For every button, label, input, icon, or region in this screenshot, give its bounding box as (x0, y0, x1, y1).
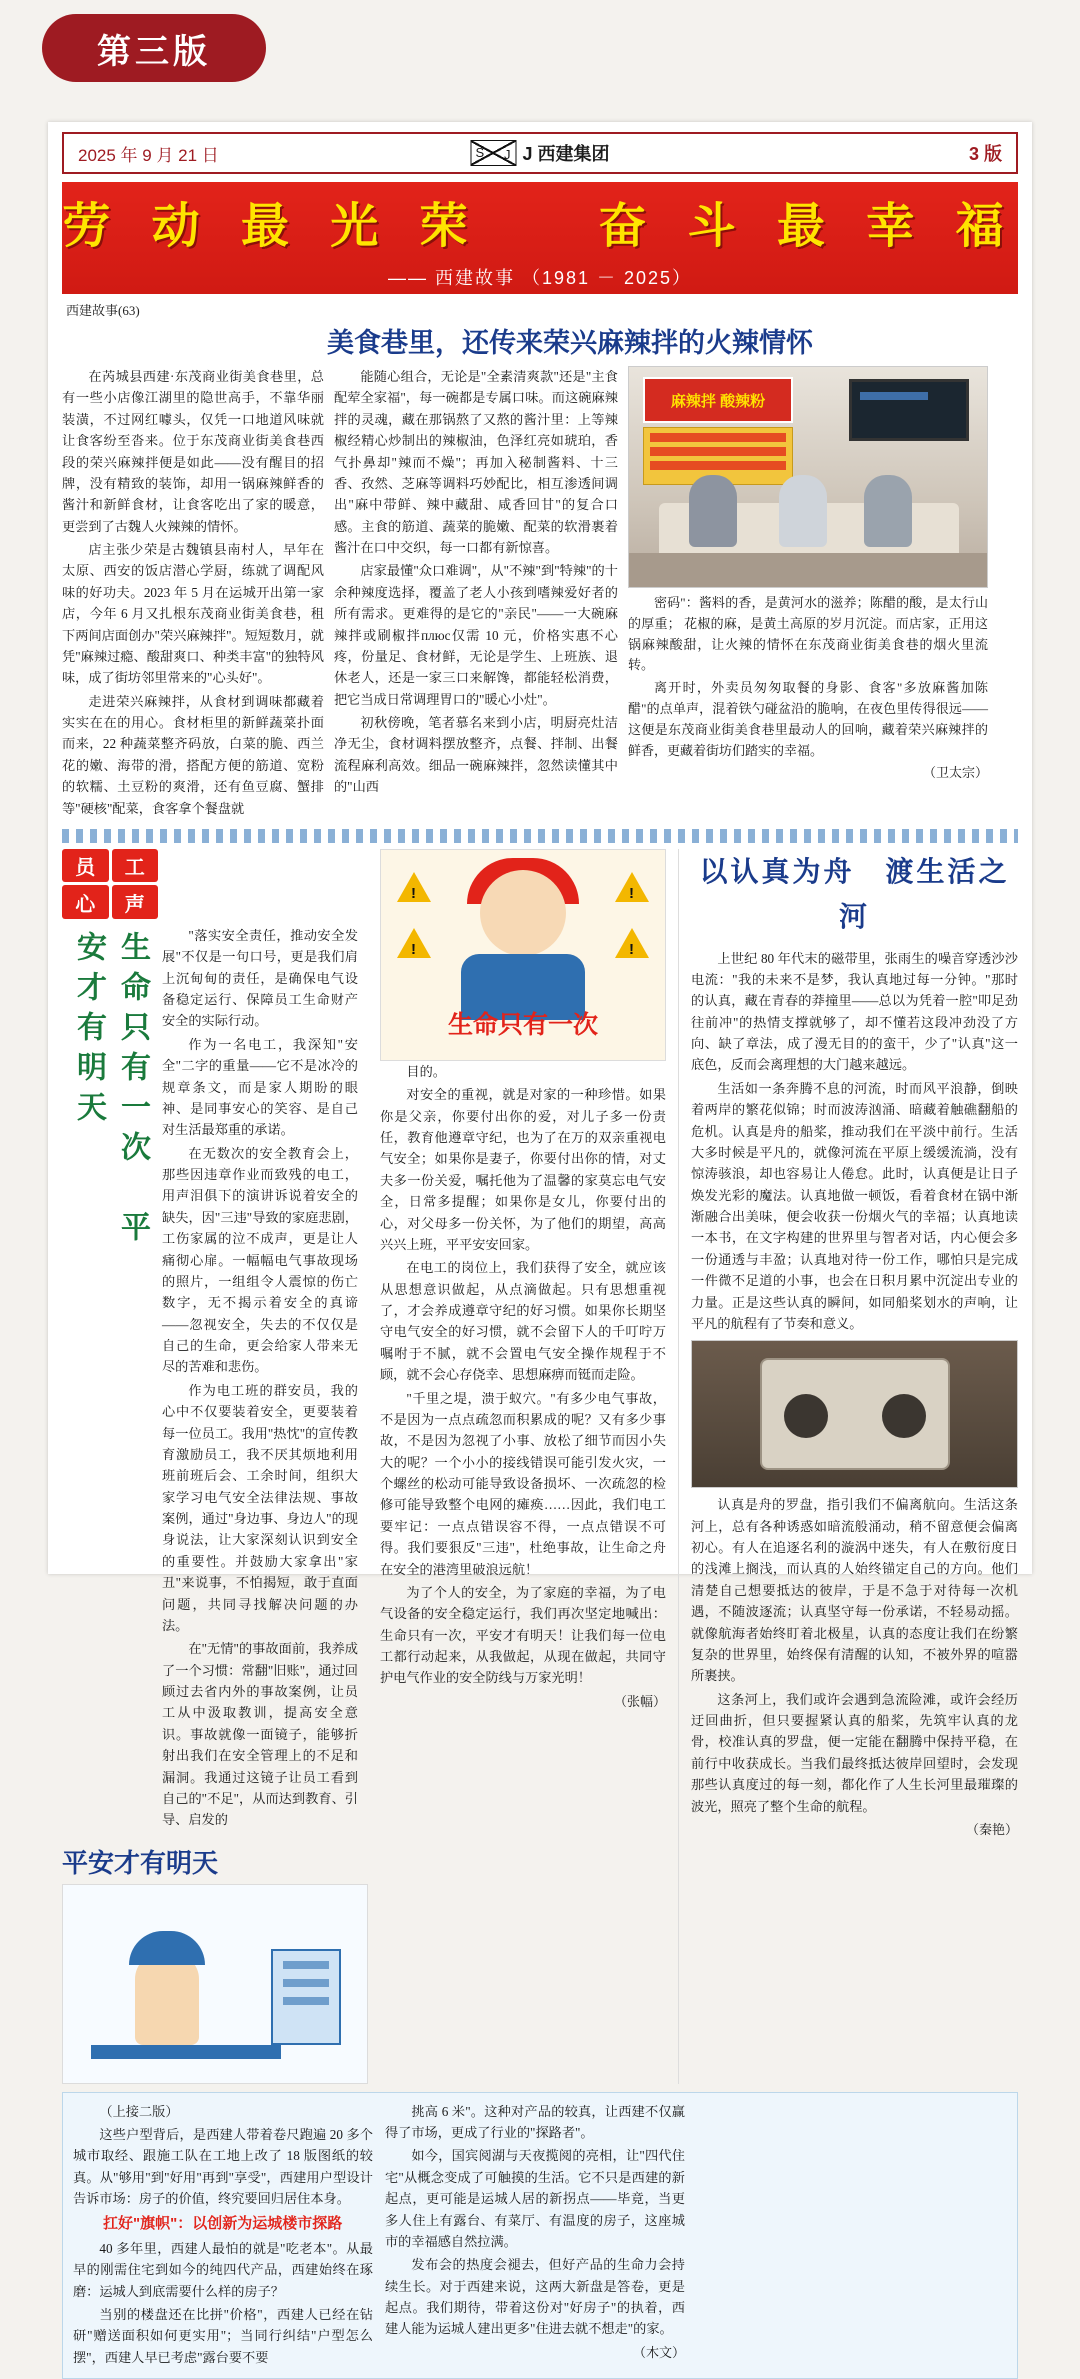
banner-subtitle: —— 西建故事 （1981 － 2025） (387, 267, 693, 288)
article-signature: （张幅） (613, 1693, 666, 1709)
tv-screen (849, 379, 969, 441)
paragraph: "落实安全责任，推动安全发展"不仅是一句口号，更是我们肩上沉甸甸的责任，是确保电气设备稳定运行、保障员工生命财产安全的实际行动。 (162, 927, 358, 1029)
warning-triangle-icon (615, 928, 649, 958)
continued-column-2 (385, 2101, 685, 2370)
poster-slogan: 生命只有一次 (447, 1011, 598, 1040)
article-signature: （卫太宗） (922, 765, 988, 781)
safety-poster (380, 849, 666, 1061)
paragraph: 在芮城县西建·东茂商业街美食巷里，总有一些小店像江湖里的隐世高手，不靠华丽装潢，不过网红噱头，仅凭一口地道风味就让食客纷至沓来。位于东茂商业街美食巷西段的荣兴麻辣拌便是如此——没有醒目的招牌，没有精致的装饰，却用一锅麻辣鲜香的酱汁和新鲜食材，让食客吃出了家的暖意，更尝到了古魏人火辣辣的情怀。 (62, 369, 324, 534)
desk-shape (91, 2045, 281, 2059)
article-food-street (62, 300, 1018, 821)
diner-figure (864, 475, 912, 547)
signboard-label: 麻辣拌 酸辣粉 (643, 377, 793, 423)
article-column-1 (62, 366, 324, 821)
paragraph: 对安全的重视，就是对家的一种珍惜。如果你是父亲，你要付出你的爱，对儿子多一份责任，教育他遵章守纪，也为了在万的双亲重视电气安全；如果你是妻子，你要付出你的情，对丈夫多一份关爱，嘱托他为了温馨的家莫忘电气安全，日常多提醒；如果你是女儿，你要付出的心，对父母多一份关怀，为了他们的期望，高高兴兴上班，平平安安回家。 (380, 1087, 666, 1252)
article-continued-from-page-2 (62, 2092, 1018, 2379)
paragraph: 认真是舟的罗盘，指引我们不偏离航向。生活这条河上，总有各种诱惑如暗流般涌动，稍不留意便会偏离初心。有人在追逐名利的漩涡中迷失，有人在敷衍度日的浅滩上搁浅，而认真的人始终锚定自己的方向。他们清楚自己想要抵达的彼岸，于是不急于对待每一次机遇，不随波逐流；认真坚守每一份承诺，不轻易动摇。就像航海者始终盯着北极星，认真的态度让我们在纷繁复杂的世界里，始终保有清醒的认知，不被外界的喧嚣所裹挟。 (691, 1497, 1018, 1684)
diner-figure (689, 475, 737, 547)
sub-headline: 扛好"旗帜"：以创新为运城楼市探路 (103, 2214, 343, 2232)
paragraph: 为了个人的安全，为了家庭的幸福，为了电气设备的安全稳定运行，我们再次坚定地喊出：生命只有一次，平安才有明天！让我们每一位电工都行动起来，从我做起，从现在做起，共同守护电气作业的安全防线与万家光明！ (380, 1584, 666, 1686)
article-headline: 以认真为舟 渡生活之河 (699, 855, 1010, 933)
worker-figure (135, 1953, 199, 2045)
paragraph: "千里之堤，溃于蚁穴。"有多少电气事故，不是因为一点点疏忽而积累成的呢？又有多少事故，不是因为忽视了小事、放松了细节而因小失大的呢？一个小小的接线错误可能引发火灾，一个螺丝的松动可能导致设备损坏、一次疏忽的检修可能导致整个电网的瘫痪……因此，我们电工要牢记：一点点错误容不得，一点点错误不可得。我们要狠反"三违"，杜绝事故，让生命之舟在安全的港湾里破浪远航！ (380, 1390, 666, 1577)
article-column-2 (334, 366, 618, 821)
continued-marker: （上接二版） (99, 2103, 179, 2119)
article-signature: （秦艳） (965, 1821, 1018, 1837)
article-photo-column (628, 366, 988, 821)
paragraph: 能随心组合，无论是"全素清爽款"还是"主食配荤全家福"，每一碗都是专属口味。而这碗麻辣拌的灵魂，藏在那锅熬了又熬的酱汁里：上等辣椒经精心炒制出的辣椒油，色泽红亮如琥珀，香气扑鼻却"辣而不燥"；再加入秘制酱料、十三香、孜然、芝麻等调料巧妙配比，相互渗透间调出"麻中带鲜、辣中藏甜、咸香回甘"的复合口感。主食的筋道、蔬菜的脆嫩、配菜的软滑裹着酱汁在口中交织，每一口都有新惊喜。 (334, 369, 618, 555)
paragraph: 走进荣兴麻辣拌，从食材到调味都藏着实实在在的用心。食材柜里的新鲜蔬菜扑面而来，22 种蔬菜整齐码放，白菜的脆、西兰花的嫩、海带的滑，搭配方便的筋道、宽粉的软糯、土豆粉的爽滑，还有鱼豆腐、蟹排等"硬核"配菜，食客拿个餐盘就 (62, 693, 324, 816)
caption-text: 密码"：酱料的香，是黄河水的滋养；陈醋的酸，是太行山的厚重； 花椒的麻，是黄土高原的岁月沉淀。而店家，正用这锅麻辣酸甜，让火辣的情怀在东茂商业街美食巷的烟火里流转。 (628, 595, 988, 673)
control-panel-shape (271, 1949, 341, 2045)
masthead (62, 132, 1018, 174)
safety-illustration (62, 1884, 368, 2084)
paragraph: 当别的楼盘还在比拼"价格"，西建人已经在钻研"赠送面积如何更实用"；当同行纠结"户型怎么摆"，西建人早已考虑"露台要不要 (73, 2306, 373, 2365)
article-employee-voice (62, 849, 368, 2084)
cassette-photo (691, 1340, 1018, 1488)
helmet-icon (129, 1931, 205, 1965)
continued-column-1 (73, 2101, 373, 2370)
floor (629, 553, 987, 587)
section-divider (62, 829, 1018, 843)
paragraph: 40 多年里，西建人最怕的就是"吃老本"。从最早的刚需住宅到如今的纯四代产品，西建始终在琢磨：运城人到底需要什么样的房子？ (73, 2240, 373, 2299)
article-serious-life (678, 849, 1018, 2084)
paragraph: 店家最懂"众口难调"，从"不辣"到"特辣"的十余种辣度选择，覆盖了老人小孩到嗜辣爱好者的所有需求。更难得的是它的"亲民"——一大碗麻辣拌或刷椒拌плюс仅需 10 元，价格实惠不心疼，份量足、食材鲜，无论是学生、上班族、退休老人，还是一家三口来解馋，都能轻松消费，把它当成日常调理胃口的"暖心小灶"。 (334, 563, 618, 707)
worker-head (480, 870, 566, 956)
paragraph: 初秋傍晚，笔者慕名来到小店，明厨亮灶洁净无尘，食材调料摆放整齐，点餐、拌制、出餐流程麻利高效。细品一碗麻辣拌，忽然读懂其中的"山西 (334, 715, 618, 795)
paragraph: 在"无情"的事故面前，我养成了一个习惯：常翻"旧账"，通过回顾过去省内外的事故案例，让员工从中汲取教训，提高安全意识。事故就像一面镜子，能够折射出我们在安全管理上的不足和漏洞。我通过这镜子让员工看到自己的"不足"，从而达到教育、引导、启发的 (162, 1641, 358, 1828)
page-badge: 第三版 (42, 14, 266, 82)
banner (62, 182, 1018, 294)
masthead-page-number: 3 版 (968, 144, 1002, 164)
paragraph: 作为一名电工，我深知"安全"二字的重量——它不是冰冷的规章条文，而是家人期盼的眼神、是同事安心的笑容、是自己对生活最郑重的承诺。 (162, 1036, 358, 1138)
paragraph: 这些户型背后，是西建人带着卷尺跑遍 20 多个城市取经、跟施工队在工地上改了 18 版图纸的较真。从"够用"到"好用"再到"享受"，西建用户型设计告诉市场：房子的价值，终究要回归居住本身。 (73, 2127, 373, 2207)
badge-char: 员 (62, 849, 109, 883)
article-kicker: 西建故事(63) (66, 303, 140, 318)
sj-logo-icon (470, 140, 516, 166)
article-signature: （木文） (632, 2344, 685, 2360)
paragraph: 这条河上，我们或许会遇到急流险滩，或许会经历迂回曲折，但只要握紧认真的船桨，先筑牢认真的龙骨，校准认真的罗盘，便一定能在翻腾中保持平稳，在前行中收获成长。当我们最终抵达彼岸回望时，会发现那些认真度过的每一刻，都化作了人生长河里最璀璨的波光，照亮了整个生命的航程。 (691, 1691, 1018, 1814)
paragraph: 店主张少荣是古魏镇县南村人，早年在太原、西安的饭店潜心学厨，练就了调配风味的好功夫。2023 年 5 月在运城开出第一家店，今年 6 月又扎根东茂商业街美食巷，租下两间店面创办"荣兴麻辣拌"。短短数月，就凭"麻辣过瘾、酸甜爽口、种类丰富"的独特风味，成了街坊邻里常来的"心头好"。 (62, 542, 324, 686)
paragraph: 目的。 (406, 1063, 446, 1079)
cassette-tape-icon (760, 1358, 950, 1470)
article-employee-voice-column-2 (380, 849, 666, 2084)
masthead-logo-name: J 西建集团 (522, 144, 610, 164)
badge-char: 心 (62, 885, 109, 919)
badge-char: 声 (112, 885, 159, 919)
paragraph: 在无数次的安全教育会上，那些因违章作业而致残的电工，用声泪俱下的演讲诉说着安全的缺失，因"三违"导致的家庭悲剧，工伤家属的泣不成声，更是让人痛彻心扉。一幅幅电气事故现场的照片，一组组令人震惊的伤亡数字，无不揭示着安全的真谛——忽视安全，失去的不仅仅是自己的生命，更会给家人带来无尽的苦难和悲伤。 (162, 1145, 358, 1375)
diner-figure (779, 475, 827, 547)
warning-triangle-icon (615, 872, 649, 902)
badge-char: 工 (112, 849, 159, 883)
article-headline: 美食巷里，还传来荣兴麻辣拌的火辣情怀 (327, 328, 813, 358)
warning-triangle-icon (397, 872, 431, 902)
paragraph: 发布会的热度会褪去，但好产品的生命力会持续生长。对于西建来说，这两大新盘是答卷，更是起点。我们期待，带着这份对"好房子"的执着，西建人能为运城人建出更多"住进去就不想走"的家。 (385, 2257, 685, 2337)
paragraph: 如今，国宾阅湖与天夜揽阅的亮相，让"四代住宅"从概念变成了可触摸的生活。它不只是西建的新起点，更可能是运城人居的新拐点——毕竟，当更多人住上有露台、有菜厅、有温度的房子，这座城市的幸福感自然拉满。 (385, 2148, 685, 2249)
caption-text-2: 离开时，外卖员匆匆取餐的身影、食客"多放麻酱加陈醋"的点单声，混着铁勺碰盆沿的脆响，在夜色里传得很远——这便是东茂商业街美食巷里最动人的回响，藏着荣兴麻辣拌的鲜香，更藏着街坊们踏实的幸福。 (628, 680, 988, 758)
paragraph: 在电工的岗位上，我们获得了安全，就应该从思想意识做起，从点滴做起。只有思想重视了，才会养成遵章守纪的好习惯。如果你长期坚守电气安全的好习惯，就不会留下人的千叮咛万嘱咐于不腻，就不会置电气安全操作规程于不顾，就不会心存侥幸、思想麻痹而铤而走险。 (380, 1260, 666, 1383)
restaurant-photo (628, 366, 988, 588)
continued-column-3 (697, 2101, 997, 2370)
newspaper-page (48, 122, 1032, 2365)
photo-caption (628, 593, 988, 784)
warning-triangle-icon (397, 928, 431, 958)
paragraph: 作为电工班的群安员，我的心中不仅要装着安全，更要装着每一位员工。我用"热忱"的宣传教育激励员工，我不厌其烦地利用班前班后会、工余时间，组织大家学习电气安全法律法规、事故案例，通过"身边事、身边人"的现身说法，让大家深刻认识到安全的重要性。并鼓励大家拿出"家丑"来说事，不怕揭短，敢于直面问题，共同寻找解决问题的办法。 (162, 1382, 358, 1633)
vertical-slogan: 生命只有一次 平安才有明天 (72, 930, 149, 1251)
safety-illustration-title: 平安才有明天 (62, 1847, 219, 1878)
employee-voice-badge (62, 849, 158, 919)
banner-title: 劳 动 最 光 荣 奋 斗 最 幸 福 (62, 199, 1018, 253)
paragraph: 挑高 6 米"。这种对产品的较真，让西建不仅赢得了市场，更成了行业的"探路者"。 (385, 2103, 685, 2140)
masthead-logo (470, 140, 609, 166)
paragraph: 上世纪 80 年代末的磁带里，张雨生的噪音穿透沙沙电流："我的未来不是梦，我认真地过每一分钟。"那时的认真，藏在青春的莽撞里——总以为凭着一腔"叩足劲往前冲"的热情支撑就够了，却不懂若这段冲劲没了方向、缺了章法，成了漫无目的的蛮干，少了"认真"这一底色，反而会离理想的大门越来越远。 (691, 950, 1018, 1073)
masthead-date: 2025 年 9 月 21 日 (78, 145, 219, 165)
paragraph: 生活如一条奔腾不息的河流，时而风平浪静，倒映着两岸的繁花似锦；时而波涛汹涌、暗藏着触礁翻船的危机。认真是舟的船桨，推动我们在平淡中前行。生活大多时候是平凡的，就像河流在平原上缓缓流淌，没有惊涛骇浪，却也容易让人倦怠。此时，认真便是让日子焕发光彩的魔法。认真地做一顿饭，看着食材在锅中渐渐融合出美味，便会收获一份烟火气的幸福；认真地读一本书，在文字构建的世界里与智者对话，内心便会多一份通透与丰盈；认真地对待一份工作，哪怕只是完成一件微不足道的小事，也会在日积月累中沉淀出专业的力量。正是这些认真的瞬间，如同船桨划水的声响，让平凡的航程有了节奏和意义。 (691, 1080, 1018, 1331)
